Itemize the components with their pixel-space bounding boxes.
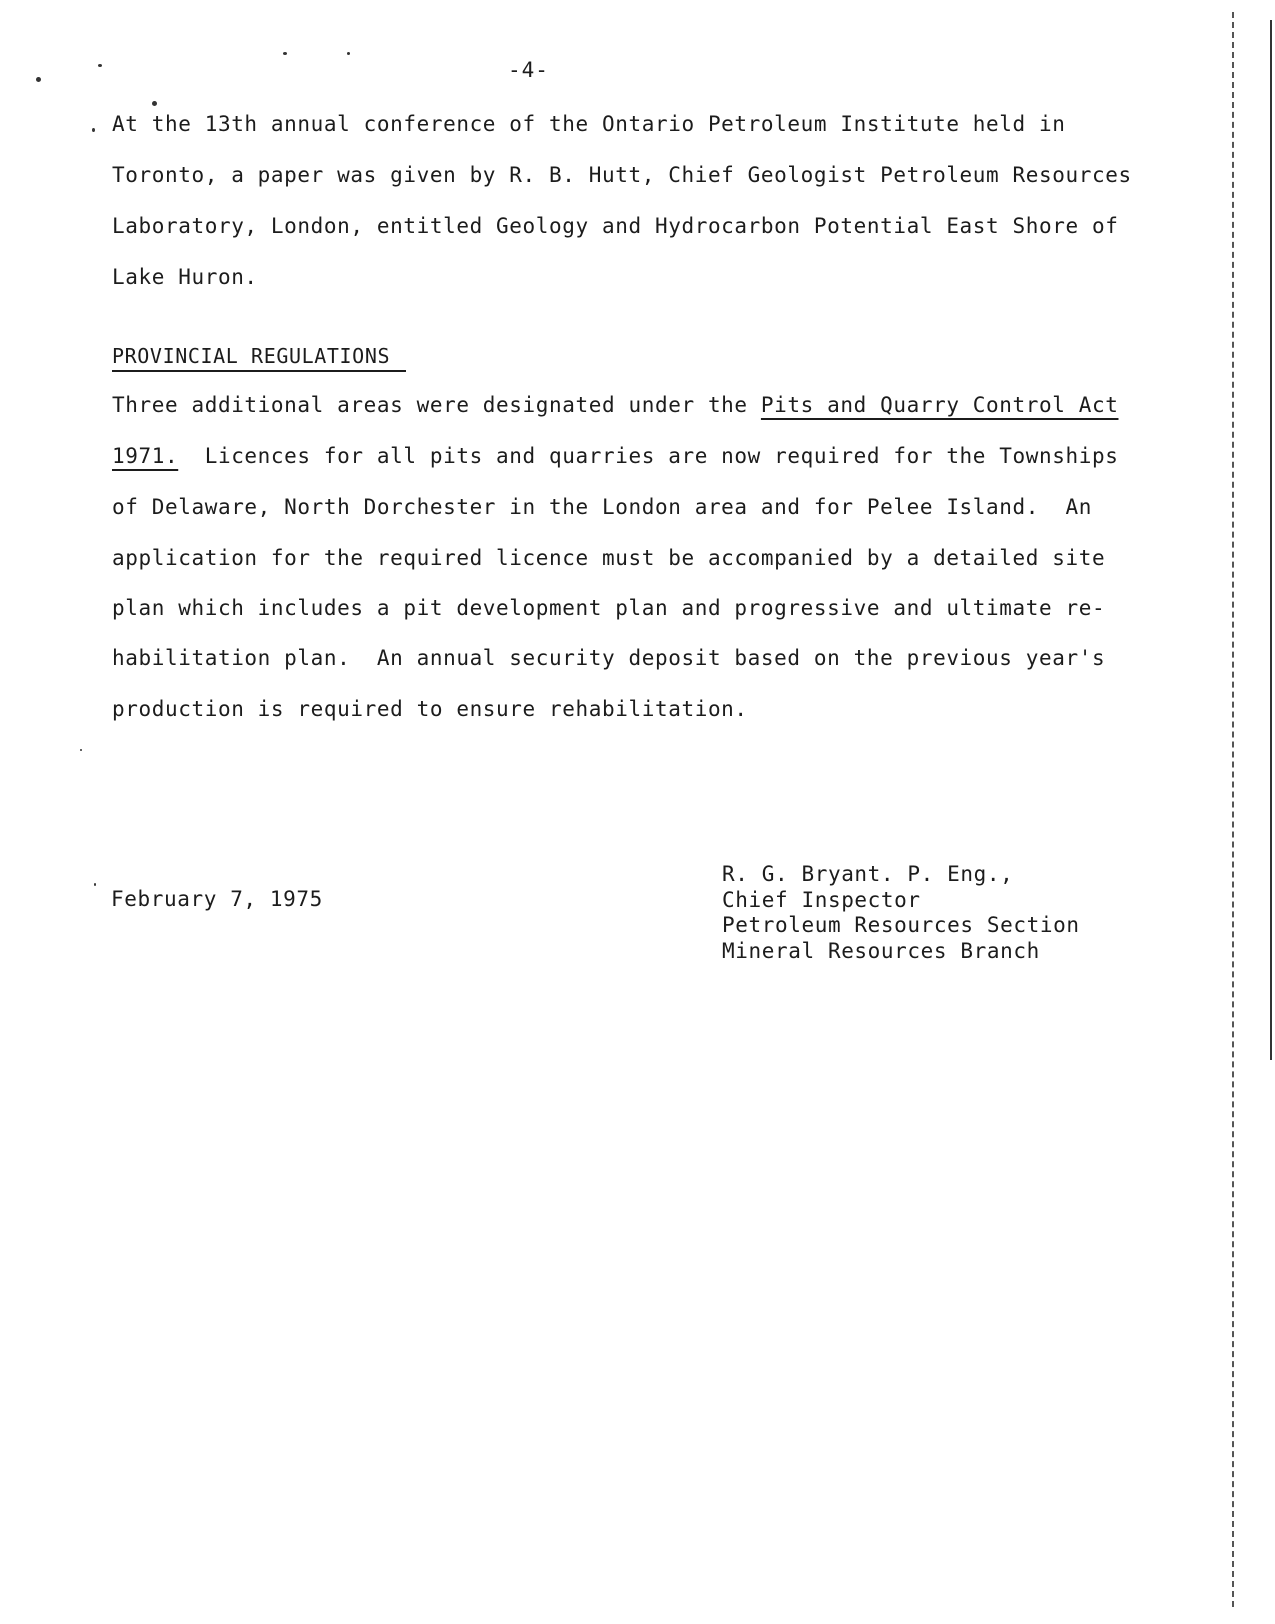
- paragraph-line: At the 13th annual conference of the Ontario Petroleum Institute held in: [112, 112, 1066, 136]
- scan-speck: [283, 52, 287, 55]
- paragraph-line: [112, 393, 1119, 417]
- scan-speck: [92, 128, 95, 132]
- section-heading: PROVINCIAL REGULATIONS: [112, 344, 406, 372]
- paragraph-line: application for the required licence must be accompanied by a detailed site: [112, 546, 1106, 570]
- act-year: 1971.: [112, 444, 179, 468]
- signatory-title: Chief Inspector: [722, 887, 921, 912]
- scan-speck: [347, 52, 350, 55]
- scan-speck: [80, 749, 82, 751]
- paragraph-text: Three additional areas were designated under the: [112, 393, 761, 417]
- paragraph-line: Lake Huron.: [112, 265, 258, 289]
- signature-block: [722, 862, 1080, 964]
- paragraph-line: of Delaware, North Dorchester in the London area and for Pelee Island. An: [112, 495, 1092, 519]
- paragraph-line: [112, 444, 1118, 468]
- page-number: -4-: [508, 58, 549, 82]
- scan-edge-line: [1232, 12, 1234, 1607]
- document-date: February 7, 1975: [111, 887, 323, 911]
- paragraph-line: Laboratory, London, entitled Geology and Hydrocarbon Potential East Shore of: [112, 214, 1119, 238]
- paragraph-line: Toronto, a paper was given by R. B. Hutt, Chief Geologist Petroleum Resources: [112, 163, 1132, 187]
- paragraph-line: production is required to ensure rehabilitation.: [112, 697, 748, 721]
- act-name: Pits and Quarry Control Act: [760, 393, 1119, 417]
- scan-speck: [94, 883, 96, 886]
- scan-speck: [36, 77, 41, 82]
- paragraph-text: Licences for all pits and quarries are now required for the Townships: [178, 444, 1119, 468]
- paragraph-line: plan which includes a pit development plan and progressive and ultimate re-: [112, 596, 1106, 620]
- signatory-section: Petroleum Resources Section: [722, 913, 1080, 937]
- signatory-name: R. G. Bryant. P. Eng.,: [722, 862, 1014, 886]
- signatory-branch: Mineral Resources Branch: [722, 938, 1040, 963]
- scan-edge-border: [1270, 20, 1272, 1060]
- paragraph-line: habilitation plan. An annual security deposit based on the previous year's: [112, 646, 1106, 670]
- scan-speck: [152, 101, 157, 106]
- scan-speck: [98, 64, 102, 67]
